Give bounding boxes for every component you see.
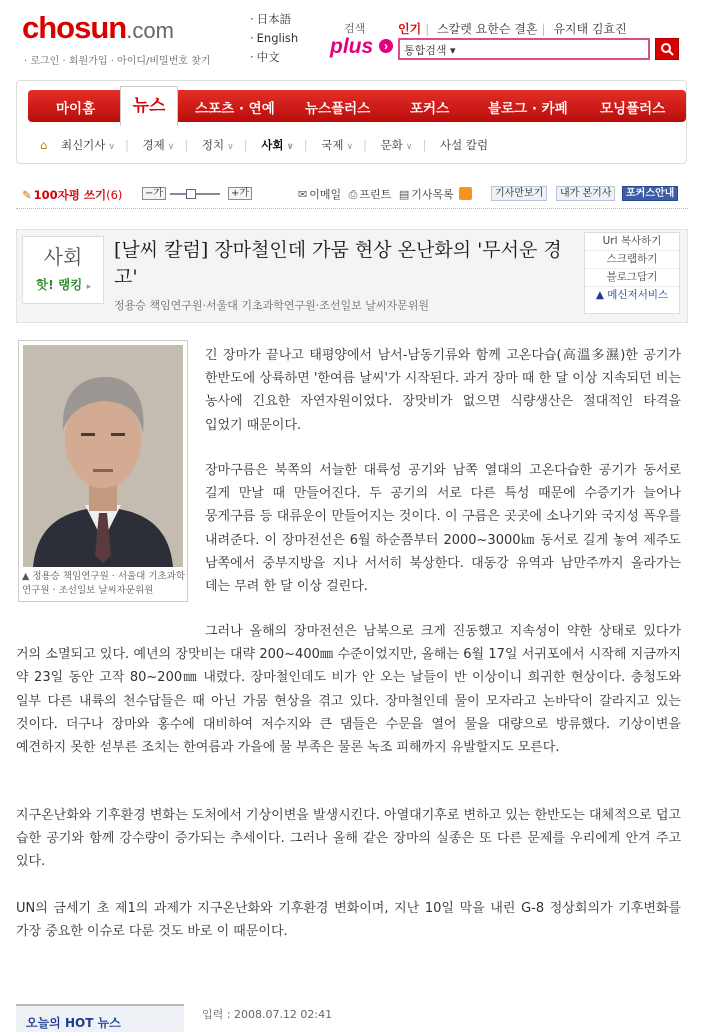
font-smaller-button[interactable]: −가 xyxy=(142,187,166,200)
nav-news-active[interactable]: 뉴스 xyxy=(120,86,178,126)
section-name: 사회 xyxy=(43,245,83,269)
hot-news-title[interactable]: 오늘의 HOT 뉴스 xyxy=(26,1016,121,1030)
popular-label: 인기 xyxy=(398,22,422,36)
popular-keywords: 인기 | 스칼렛 요한슨 결혼 | 유지태 김효진 xyxy=(398,22,627,36)
author-portrait xyxy=(23,345,183,567)
email-link[interactable]: 이메일 xyxy=(309,188,342,201)
viewed-articles-button[interactable]: 내가 본기사 xyxy=(556,186,615,201)
search-plus-logo[interactable] xyxy=(330,20,396,64)
subnav-politics[interactable]: 정치 ∨ xyxy=(201,138,234,152)
review-count: (6) xyxy=(106,188,123,202)
article-paragraph-4: 지구온난화와 기후환경 변화는 도처에서 기상이변을 발생시킨다. 아열대기후로 변하고 있는 한반도는 대체적으로 덥고 습한 공기와 함께 강수량이 증가되는 추세이다. 그러나 올해 같은 장마의 실종은 또 다른 문제를 우리에게 안겨 주고 있다. xyxy=(16,808,681,870)
nav-sports-entertainment[interactable]: 스포츠 · 연예 xyxy=(195,101,275,117)
subnav-international[interactable]: 국제 ∨ xyxy=(321,138,354,152)
subnav-culture[interactable]: 문화 ∨ xyxy=(380,138,413,152)
article-paragraph-5: UN의 금세기 초 제1의 과제가 지구온난화와 기후환경 변화이며, 지난 10일 막을 내린 G-8 정상회의가 기후변화를 가장 중요한 이슈로 다룬 것도 바로 이 때문이다. xyxy=(16,901,681,940)
print-icon: ⎙ xyxy=(348,188,358,201)
logo-main-text: chosun xyxy=(22,10,127,45)
search-button[interactable] xyxy=(655,38,679,60)
hot-ranking-link[interactable]: 핫! 랭킹 ▸ xyxy=(36,277,92,292)
email-icon: ✉ xyxy=(298,188,308,201)
popular-keyword-1[interactable]: 스칼렛 요한슨 결혼 xyxy=(437,22,538,36)
copy-url-button[interactable]: Url 복사하기 xyxy=(585,233,679,251)
rss-icon[interactable] xyxy=(459,187,472,200)
article-byline: 정용승 책임연구원·서울대 기초과학연구원·조선일보 날씨자문위원 xyxy=(114,299,430,312)
logo-suffix-text: .com xyxy=(126,18,174,43)
subnav-editorial[interactable]: 사설 칼럼 xyxy=(439,138,489,152)
article-date: 입력 : 2008.07.12 02:41 xyxy=(202,1008,333,1021)
lang-english-link[interactable]: · English xyxy=(250,29,298,48)
toolbar-divider xyxy=(16,208,688,209)
subnav-economy[interactable]: 경제 ∨ xyxy=(142,138,175,152)
nav-myhome[interactable]: 마이홈 xyxy=(56,101,96,117)
top-links[interactable]: · 로그인 · 회원가입 · 아이디/비밀번호 찾기 xyxy=(24,56,211,67)
nav-newsplus[interactable]: 뉴스플러스 xyxy=(305,101,371,117)
share-buttons xyxy=(584,232,680,314)
chosun-logo[interactable] xyxy=(22,10,174,46)
search-icon xyxy=(660,42,674,56)
sub-nav: ⌂ 최신기사 ∨ | 경제 ∨ | 정치 ∨ | 사회 ∨ | 국제 ∨ | 문화 ∨ | 사설 칼럼 xyxy=(40,138,489,152)
nav-focus[interactable]: 포커스 xyxy=(410,101,450,117)
section-badge xyxy=(22,236,104,304)
messenger-button[interactable]: ▲ 메신저서비스 xyxy=(595,289,669,301)
article-only-button[interactable]: 기사만보기 xyxy=(491,186,547,201)
pencil-icon: ✎ xyxy=(22,188,32,202)
article-tools xyxy=(298,186,476,202)
search-plus-small-text: 검색 xyxy=(344,22,366,35)
search-input[interactable] xyxy=(398,38,650,60)
nav-blog-cafe[interactable]: 블로그 · 카페 xyxy=(488,101,568,117)
write-review-link[interactable]: ✎ 100자평 쓰기(6) xyxy=(22,188,123,202)
chevron-right-icon: ▸ xyxy=(86,282,92,292)
focus-guide-button[interactable]: 포커스안내 xyxy=(622,186,678,201)
article-paragraph-1: 긴 장마가 끝나고 태평양에서 남서-남동기류와 함께 고온다습(高溫多濕)한 공기가 한반도에 상륙하면 '한여름 날씨'가 시작된다. 과거 장마 때 한 달 이상 지속되던 비는 농사에 긴요한 자연자원이었다. 장맛비가 없으면 식량생산은 절대적인 타격을 입었기 때문이다. xyxy=(205,348,681,433)
article-list-link[interactable]: 기사목록 xyxy=(411,188,454,201)
scrap-button[interactable]: 스크랩하기 xyxy=(585,251,679,269)
hot-news-box xyxy=(16,1004,184,1032)
lang-japanese-link[interactable]: · 日本語 xyxy=(250,10,298,29)
popular-keyword-2[interactable]: 유지태 김효진 xyxy=(553,22,627,36)
search-plus-text: plus xyxy=(330,35,374,58)
nav-morningplus[interactable]: 모닝플러스 xyxy=(600,101,666,117)
article-headline: [날씨 칼럼] 장마철인데 가뭄 현상 온난화의 '무서운 경고' xyxy=(114,239,562,288)
photo-caption: ▲ 정용승 책임연구원 · 서울대 기초과학연구원 · 조선일보 날씨자문위원 xyxy=(22,571,186,596)
lang-chinese-link[interactable]: · 中文 xyxy=(250,48,298,67)
print-link[interactable]: 프린트 xyxy=(359,188,392,201)
blog-button[interactable]: 블로그담기 xyxy=(585,269,679,287)
slider-handle[interactable] xyxy=(186,189,196,199)
language-links xyxy=(250,10,298,67)
subnav-latest[interactable]: 최신기사 ∨ xyxy=(60,138,115,152)
font-larger-button[interactable]: +가 xyxy=(228,187,252,200)
subnav-society[interactable]: 사회 ∨ xyxy=(261,138,294,152)
author-photo xyxy=(18,340,188,602)
list-icon: ▤ xyxy=(398,188,410,201)
font-size-slider[interactable] xyxy=(170,193,220,195)
home-icon[interactable]: ⌂ xyxy=(40,138,48,152)
arrow-right-icon: › xyxy=(379,39,393,53)
article-paragraph-2: 장마구름은 북쪽의 서늘한 대륙성 공기와 남쪽 열대의 고온다습한 공기가 동서로 길게 만날 때 만들어진다. 두 공기의 서로 다른 특성 때문에 수증기가 늘어나 뭉게구름 등 대류운이 만들어지는 것이다. 이 구름은 곳곳에 소나기와 국지성 폭우를 내려준다. 이 장마전선은 6월 하순쯤부터 2000~3000㎞ 동서로 길게 놓여 제주도 남쪽에서 중부지방을 지나 서서히 북상한다. 대동강 유역과 남만주까지 올라가는 데는 무려 한 달 이상 걸린다. xyxy=(205,463,681,595)
portrait-illustration xyxy=(23,345,183,567)
search-category-select[interactable]: 통합검색 ▾ xyxy=(404,44,456,57)
article-paragraph-3: 그러나 올해의 장마전선은 남북으로 크게 진동했고 지속성이 약한 상태로 있다가 거의 소멸되고 있다. 예년의 장맛비는 대략 200~400㎜ 수준이었지만, 올해는 6월 17일 서귀포에서 시작해 지금까지 약 23일 동안 고작 80~200㎜ 내렸다. 장마철인데도 비가 안 오는 날들이 반 이상이니 희귀한 현상이다. 충청도와 일부 다른 내륙의 천수답들은 때 아닌 가뭄 현상을 겪고 있다. 장마철인데 물이 모자라고 논바닥이 갈라지고 있는 것이다. 더구나 장마와 홍수에 대비하여 저수지와 큰 댐들은 수문을 열어 물을 대량으로 방류했다. 기상이변을 예견하지 못한 섣부른 조치는 한여름과 가을에 물 부족은 물론 녹조 피해까지 유발할지도 모른다. xyxy=(16,624,681,756)
